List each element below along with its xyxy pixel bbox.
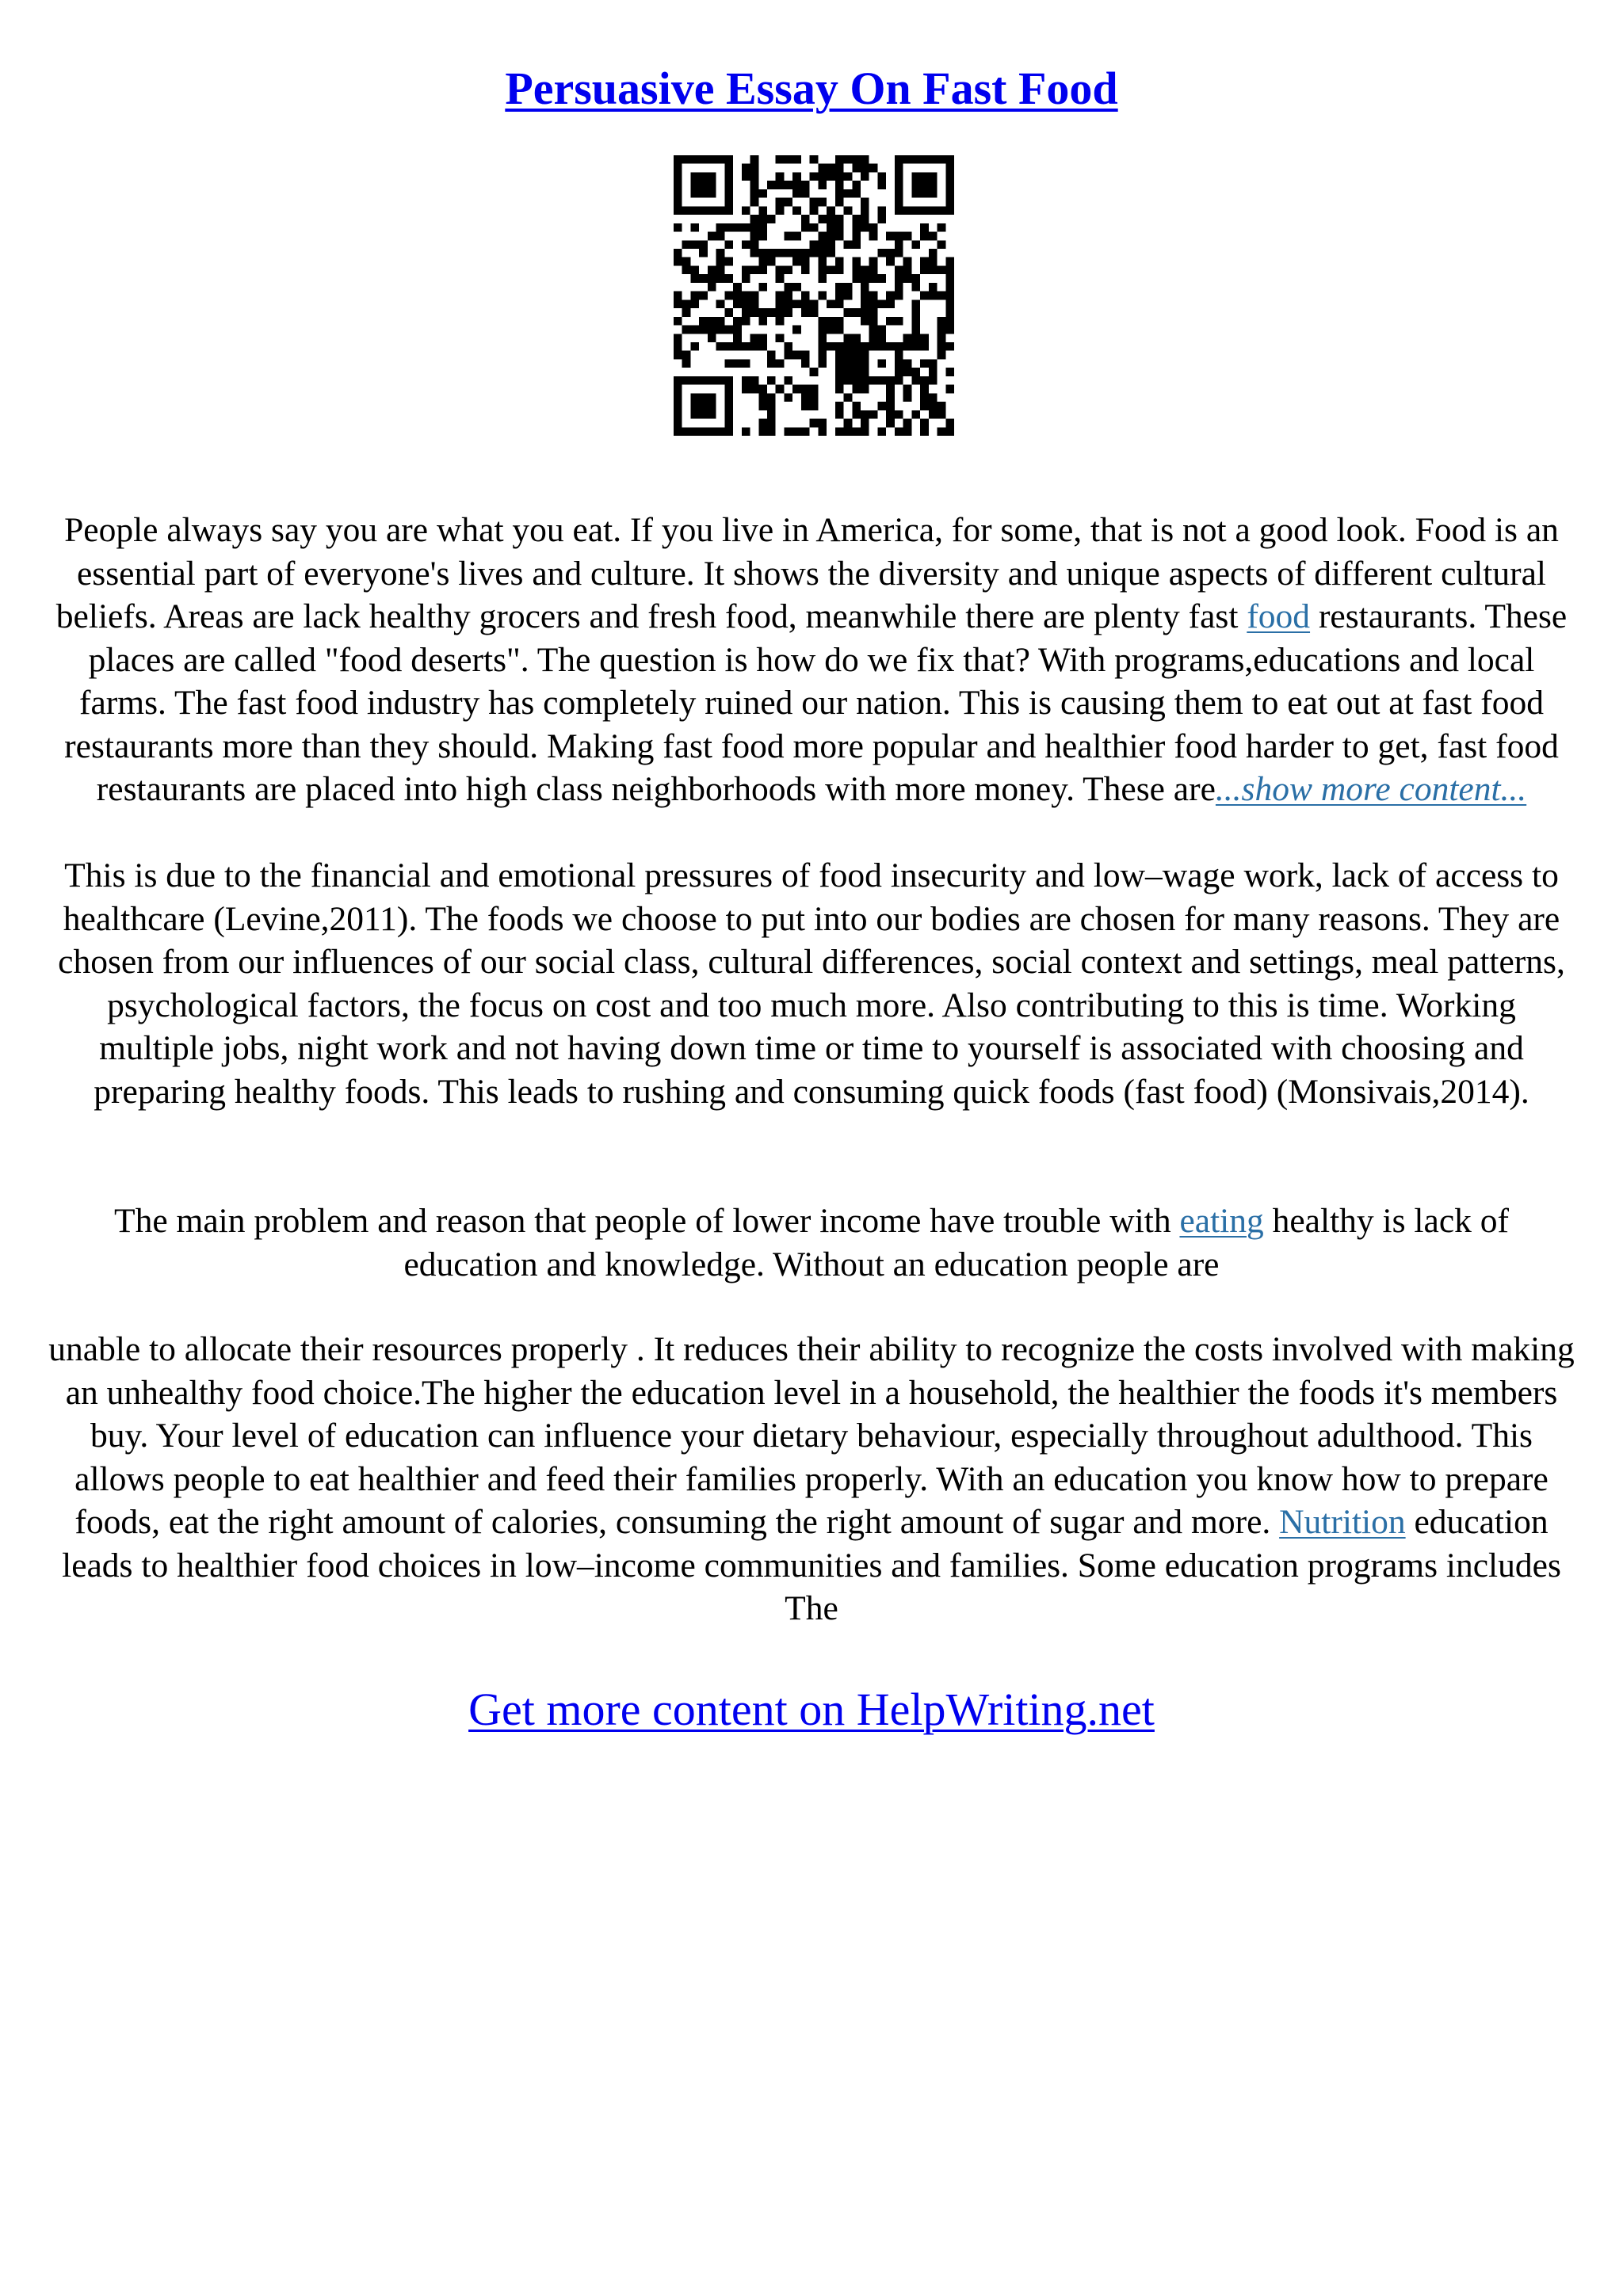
food-link[interactable]: food [1247,597,1311,635]
paragraph-1-text-a: People always say you are what you eat. If you live in America, for some, that is not a good look. Food is an essential part of everyone's lives and culture. It shows the diversity and unique aspects of different cultural beliefs. Areas are lack healthy grocers and fresh food, meanwhile there are plenty fast [55,511,1559,635]
footer [0,1678,1623,1741]
title-link[interactable]: Persuasive Essay On Fast Food [505,63,1118,114]
paragraph-3 [48,1199,1575,1286]
eating-link[interactable]: eating [1179,1202,1264,1240]
paragraph-3-text-a: The main problem and reason that people of lower income have trouble with [114,1202,1180,1240]
nutrition-link[interactable]: Nutrition [1279,1503,1406,1541]
paragraph-1 [48,509,1575,811]
paragraph-4-text-a: unable to allocate their resources properly . It reduces their ability to recognize the costs involved with making an unhealthy food choice.The higher the education level in a household, the healthier the foods it's members buy. Your level of education can influence your dietary behaviour, especially throughout adulthood. This allows people to eat healthier and feed their families properly. With an education you know how to prepare foods, eat the right amount of calories, consuming the right amount of sugar and more. [48,1330,1575,1541]
paragraph-3-text-b: healthy is lack of education and knowledge. Without an education people are [403,1202,1509,1283]
qr-code-icon [674,155,954,436]
paragraph-2: This is due to the financial and emotional pressures of food insecurity and low–wage work, lack of access to healthcare (Levine,2011). The foods we choose to put into our bodies are chosen for many reasons. They are chosen from our influences of our social class, cultural differences, social context and settings, meal patterns, psychological factors, the focus on cost and too much more. Also contributing to this is time. Working multiple jobs, night work and not having down time or time to yourself is associated with choosing and preparing healthy foods. This leads to rushing and consuming quick foods (fast food) (Monsivais,2014). [58,856,1565,1111]
show-more-link[interactable]: ...show more content... [1215,770,1527,808]
paragraph-1-text-b: restaurants. These places are called "food deserts". The question is how do we fix that? With programs,educations and local farms. The fast food industry has completely ruined our nation. This is causing them to eat out at fast food restaurants more than they should. Making fast food more popular and healthier food harder to get, fast food restaurants are placed into high class neighborhoods with more money. These are [64,597,1568,808]
helpwriting-link[interactable]: Get more content on HelpWriting.net [468,1684,1155,1735]
paragraph-4 [48,1328,1575,1630]
document-title [0,57,1623,120]
paragraph-4-text-b: education leads to healthier food choices in low–income communities and families. Some education programs includes The [62,1503,1561,1627]
